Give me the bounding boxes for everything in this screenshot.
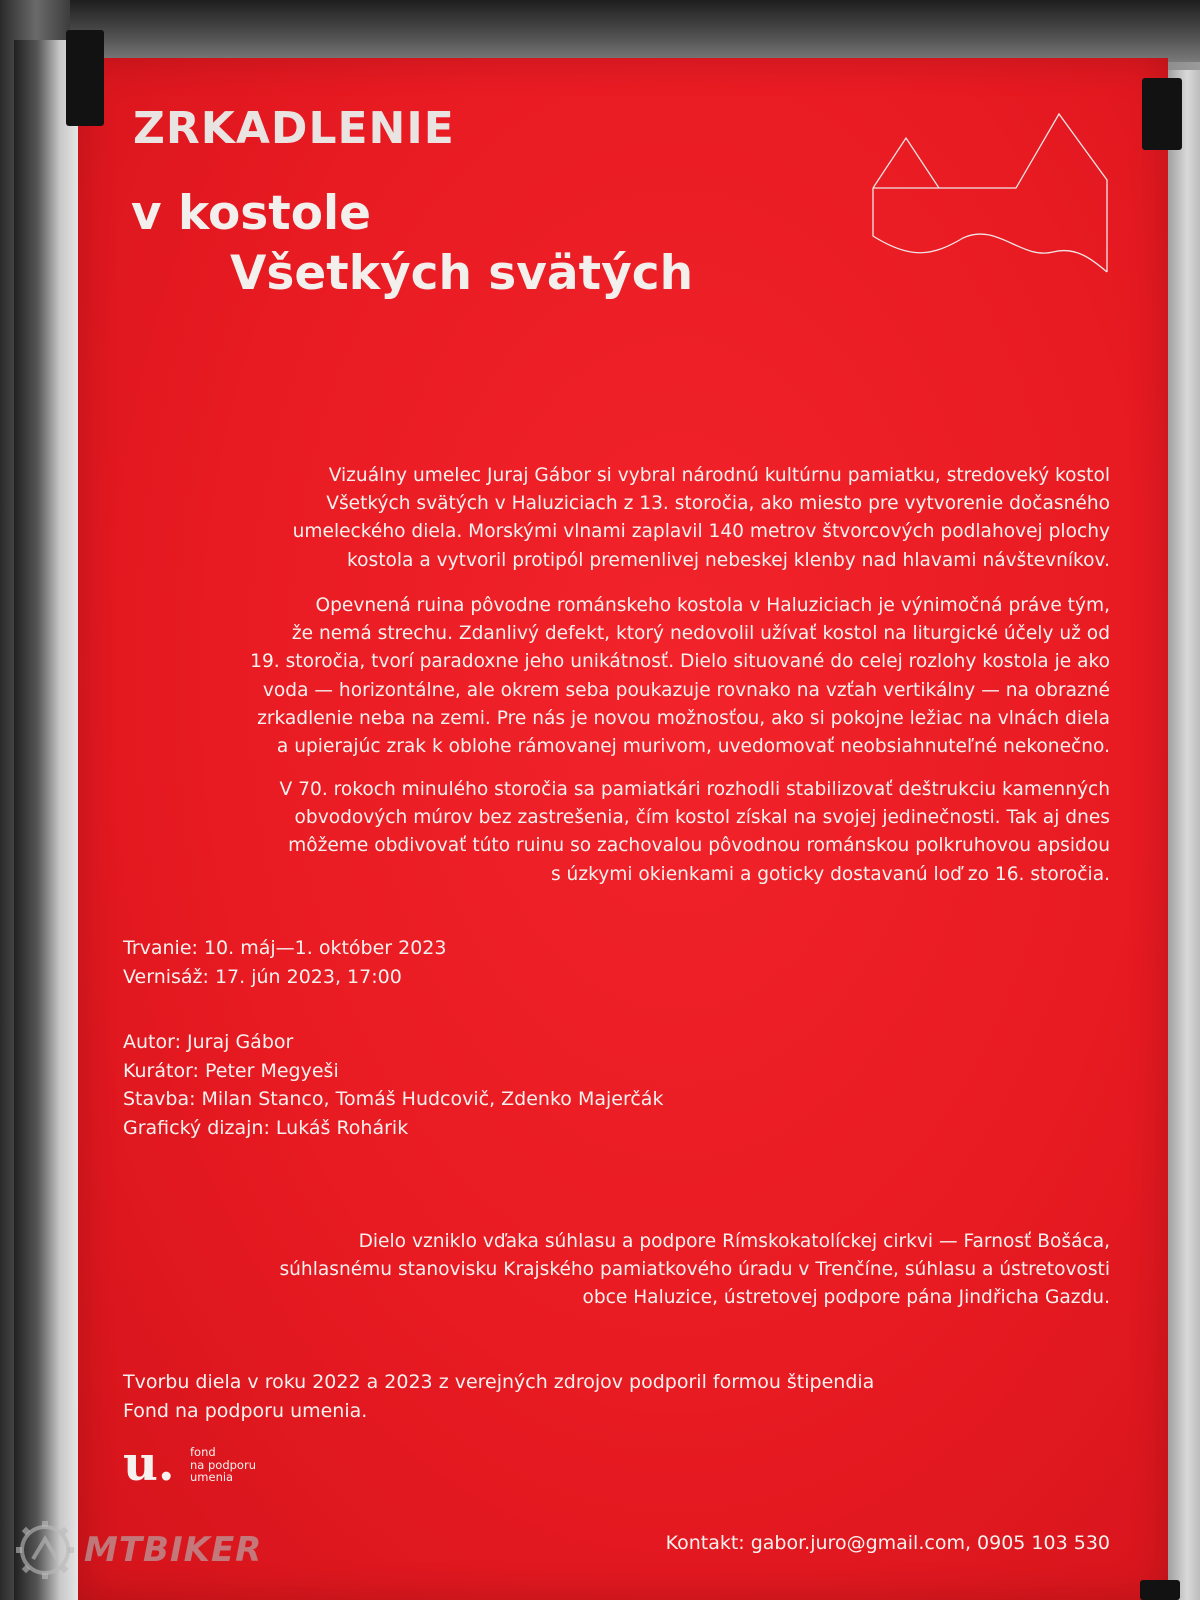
text-line: Fond na podporu umenia. bbox=[123, 1399, 368, 1422]
duration-text: Trvanie: 10. máj—1. október 2023 bbox=[123, 937, 447, 959]
credit-author: Autor: Juraj Gábor bbox=[123, 1031, 294, 1053]
credit-curator: Kurátor: Peter Megyeši bbox=[123, 1059, 339, 1082]
text-line: Tvorbu diela v roku 2022 a 2023 z verejných zdrojov podporil formou štipendia bbox=[123, 1371, 875, 1393]
text-line: s úzkymi okienkami a goticky dostavanú loď zo 16. storočia. bbox=[550, 863, 1110, 885]
display-frame-right bbox=[1168, 70, 1200, 1600]
frame-clip-bottom-right bbox=[1140, 1580, 1180, 1600]
credit-construction: Stavba: Milan Stanco, Tomáš Hudcovič, Zdenko Majerčák bbox=[123, 1088, 664, 1110]
fund-logo-text bbox=[190, 1446, 256, 1484]
poster-title-line-1: ZRKADLENIE bbox=[133, 103, 455, 154]
opening-text: Vernisáž: 17. jún 2023, 17:00 bbox=[123, 965, 402, 988]
contact-line: Kontakt: gabor.juro@gmail.com, 0905 103 530 bbox=[665, 1532, 1110, 1554]
frame-clip-top-left bbox=[66, 30, 104, 126]
poster-title-line-2: v kostole bbox=[131, 186, 372, 241]
mtbiker-logo-icon bbox=[14, 1519, 76, 1581]
watermark bbox=[14, 1520, 294, 1580]
text-line: Vizuálny umelec Juraj Gábor si vybral národnú kultúrnu pamiatku, stredoveký kostol bbox=[328, 465, 1110, 486]
frame-clip-top-right bbox=[1142, 78, 1182, 150]
church-outline-icon bbox=[871, 110, 1111, 274]
text-line: Všetkých svätých v Haluziciach z 13. storočia, ako miesto pre vytvorenie dočasného bbox=[326, 493, 1110, 515]
text-line: súhlasnému stanovisku Krajského pamiatkového úradu v Trenčíne, súhlasu a ústretovosti bbox=[279, 1259, 1110, 1281]
fund-logo-line: na podporu bbox=[190, 1457, 256, 1472]
exhibition-dates bbox=[123, 934, 446, 991]
text-line: môžeme obdivovať túto ruinu so zachovalou pôvodnou románskou polkruhovou apsidou bbox=[288, 835, 1110, 857]
credits-list bbox=[123, 1028, 663, 1142]
watermark-text: MTBIKER bbox=[84, 1530, 263, 1570]
text-line: zrkadlenie neba na zemi. Pre nás je novou možnosťou, ako si pokojne ležiac na vlnách diela bbox=[257, 707, 1110, 729]
text-line: voda — horizontálne, ale okrem seba poukazuje rovnako na vzťah vertikálny — na obrazné bbox=[262, 679, 1110, 701]
fund-logo-line: fond bbox=[190, 1445, 216, 1459]
fund-logo-line: umenia bbox=[190, 1470, 234, 1484]
display-frame-left bbox=[14, 40, 80, 1600]
description-paragraph-1 bbox=[120, 462, 1110, 575]
text-line: V 70. rokoch minulého storočia sa pamiatkári rozhodli stabilizovať deštrukciu kamenných bbox=[279, 779, 1110, 800]
text-line: umeleckého diela. Morskými vlnami zaplavil 140 metrov štvorcových podlahovej plochy bbox=[292, 521, 1110, 543]
acknowledgements bbox=[110, 1228, 1110, 1313]
description-paragraph-2 bbox=[120, 592, 1110, 761]
poster-title-line-3: Všetkých svätých bbox=[230, 246, 694, 301]
credit-graphic-design: Grafický dizajn: Lukáš Rohárik bbox=[123, 1116, 409, 1139]
fund-logo-mark: u. bbox=[123, 1436, 175, 1492]
text-line: kostola a vytvoril protipól premenlivej nebeskej klenby nad hlavami návštevníkov. bbox=[347, 549, 1110, 571]
text-line: 19. storočia, tvorí paradoxne jeho unikátnosť. Dielo situované do celej rozlohy kostola je ako bbox=[250, 651, 1110, 673]
text-line: obce Haluzice, ústretovej podpore pána Jindřicha Gazdu. bbox=[582, 1287, 1110, 1309]
display-frame-top bbox=[70, 0, 1200, 62]
exhibition-poster bbox=[78, 58, 1168, 1600]
text-line: a upierajúc zrak k oblohe rámovanej murivom, uvedomovať neobsiahnuteľné nekonečno. bbox=[276, 736, 1110, 758]
text-line: Opevnená ruina pôvodne románskeho kostola v Haluziciach je výnimočná práve tým, bbox=[315, 595, 1110, 616]
funding-note bbox=[123, 1368, 874, 1425]
description-paragraph-3 bbox=[120, 776, 1110, 889]
text-line: že nemá strechu. Zdanlivý defekt, ktorý nedovolil užívať kostol na liturgické účely už od bbox=[291, 623, 1110, 645]
text-line: Dielo vzniklo vďaka súhlasu a podpore Rímskokatolíckej cirkvi — Farnosť Bošáca, bbox=[358, 1231, 1110, 1252]
text-line: obvodových múrov bez zastrešenia, čím kostol získal na svojej jedinečnosti. Tak aj dnes bbox=[294, 807, 1110, 829]
